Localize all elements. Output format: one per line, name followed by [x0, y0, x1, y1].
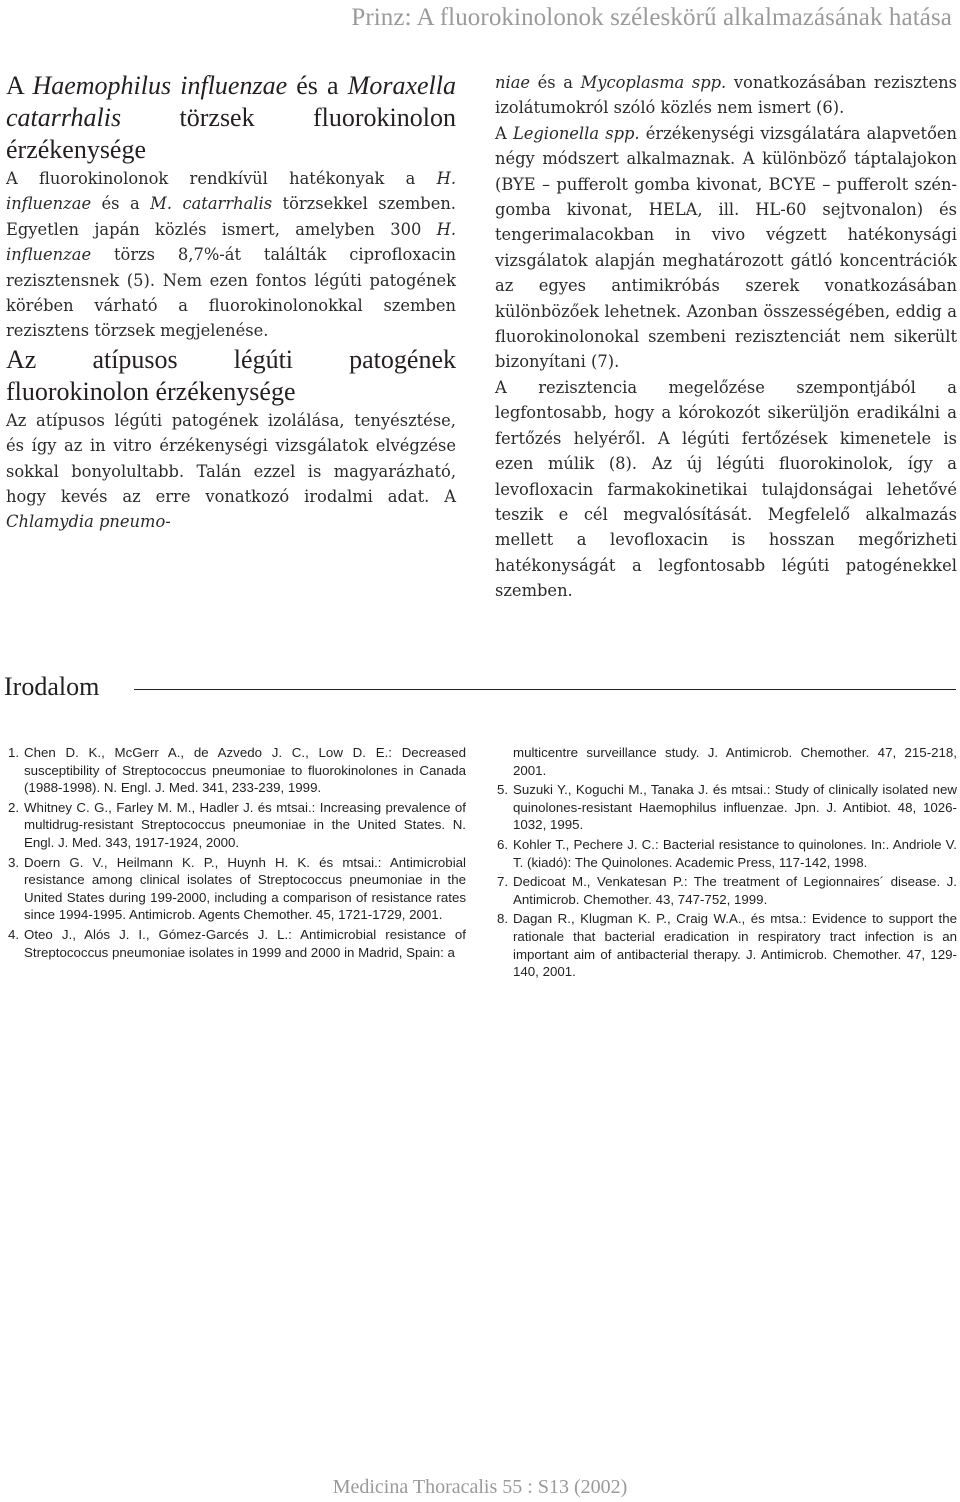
section-heading-haemophilus: A Haemophilus influenzae és a Moraxella catarrhalis törzsek fluorokinolon érzékenysége: [6, 71, 457, 164]
heading-rule: [134, 689, 956, 690]
paragraph-chlamydia: niae és a Mycoplasma spp. vonatkozásában rezisztens izolátumokról szóló közlés nem ismert (6).: [495, 73, 957, 118]
reference-item: 7. Dedicoat M., Venkatesan P.: The treatment of Legionnaires´ disease. J. Antimicrob. Chemother. 43, 747-752, 1999.: [497, 874, 957, 907]
reference-item: 3. Doern G. V., Heilmann K. P., Huynh H. K. és mtsai.: Antimicrobial resistance among clinical isolates of Streptococcus pneumoniae in the United States during 199-2000, including a comparison of resistance rates since 1994-1995. Antimicrob. Agents Chemother. 45, 1721-1729, 2001.: [8, 854, 466, 923]
page-footer: [0, 1476, 960, 1499]
reference-item: 4. Oteo J., Alós J. I., Gómez-Garcés J. L.: Antimicrobial resistance of Streptococcus pneumoniae isolates in 1999 and 2000 in Madrid, Spain: a: [8, 926, 466, 960]
paragraph-legionella: A Legionella spp. érzékenységi vizsgálatára alapvetően négy módszert alkalmaznak. A különböző táptalajokon (BYE – pufferolt gomba kivonat, BCYE – pufferolt szén-gomba kivonat, HELA, ill. HL-60 sejtvonalon) és tengerimalacokban in vivo végzett hatékonysági vizsgálatok alapján meghatározott gátló koncentrációk az egyes antimikróbás szerek vonatkozásában különbözőek lehetnek. Azonban összességében, eddig a fluorokinolonokal szembeni rezisztenciát nem sikerült bizonyítani (7).: [495, 123, 958, 372]
paragraph-atypical: Az atípusos légúti patogének izolálása, tenyésztése, és így az in vitro érzékenységi vizsgálatok elvégzése sokkal bonyolultabb. Talán ezzel is magyarázható, hogy kevés az erre vonatkozó irodalmi adat. A Chlamydia pneumo-: [6, 410, 456, 532]
running-head: [0, 4, 960, 32]
references-left-column: [8, 744, 466, 963]
references-right-column: [497, 744, 957, 983]
reference-item: 6. Kohler T., Pechere J. C.: Bacterial resistance to quinolones. In:. Andriole V. T. (kiadó): The Quinolones. Academic Press, 117-142, 1998.: [497, 836, 957, 870]
references-title: Irodalom: [4, 672, 109, 702]
running-title: Prinz: A fluorokinolonok széleskörű alkalmazásának hatása: [351, 4, 952, 31]
right-column: [495, 70, 957, 604]
paragraph-haemophilus: A fluorokinolonok rendkívül hatékonyak a H. influenzae és a M. catarrhalis törzsekkel szemben. Egyetlen japán közlés ismert, amelyben 300 H. influenzae törzs 8,7%-át találták ciprofloxacin rezisztensnek (5). Nem ezen fontos légúti patogének körében várható a fluorokinolonokkal szemben rezisztens törzsek megjelenése.: [6, 169, 456, 341]
references-heading: [4, 672, 956, 704]
paragraph-prevention: A rezisztencia megelőzése szempontjából a legfontosabb, hogy a kórokozót sikerüljön eradikálni a fertőzés helyéről. A légúti fertőzések kimenetele is ezen múlik (8). Az új légúti fluorokinolok, így a levofloxacin farmakokinetikai tulajdonságai lehetővé teszik e cél megvalósítását. Megfelelő alkalmazás mellett a levofloxacin is hosszan megőrizheti hatékonyságát a legfontosabb légúti patogénekkel szemben.: [495, 377, 957, 601]
reference-continuation: multicentre surveillance study. J. Antimicrob. Chemother. 47, 215-218, 2001.: [513, 745, 957, 778]
journal-citation: Medicina Thoracalis 55 : S13 (2002): [332, 1476, 628, 1498]
reference-item: 8. Dagan R., Klugman K. P., Craig W.A., és mtsa.: Evidence to support the rationale that bacterial eradication in respiratory tract infection is an important aim of antibacterial therapy. J. Antimicrob. Chemother. 47, 129-140, 2001.: [497, 911, 957, 980]
section-heading-atypical: Az atípusos légúti patogének fluorokinolon érzékenysége: [6, 344, 456, 406]
reference-item: 2. Whitney C. G., Farley M. M., Hadler J. és mtsai.: Increasing prevalence of multidrug-resistant Streptococcus pneumoniae in the United States. N. Engl. J. Med. 343, 1917-1924, 2000.: [8, 799, 466, 850]
left-column: [6, 70, 456, 535]
reference-item: 1. Chen D. K., McGerr A., de Azvedo J. C., Low D. E.: Decreased susceptibility of Streptococcus pneumoniae to fluorokinolones in Canada (1988-1998). N. Engl. J. Med. 341, 233-239, 1999.: [8, 745, 466, 796]
reference-item: 5. Suzuki Y., Koguchi M., Tanaka J. és mtsai.: Study of clinically isolated new quinolones-resistant Haemophilus influenzae. Jpn. J. Antibiot. 48, 1026-1032, 1995.: [497, 782, 957, 833]
